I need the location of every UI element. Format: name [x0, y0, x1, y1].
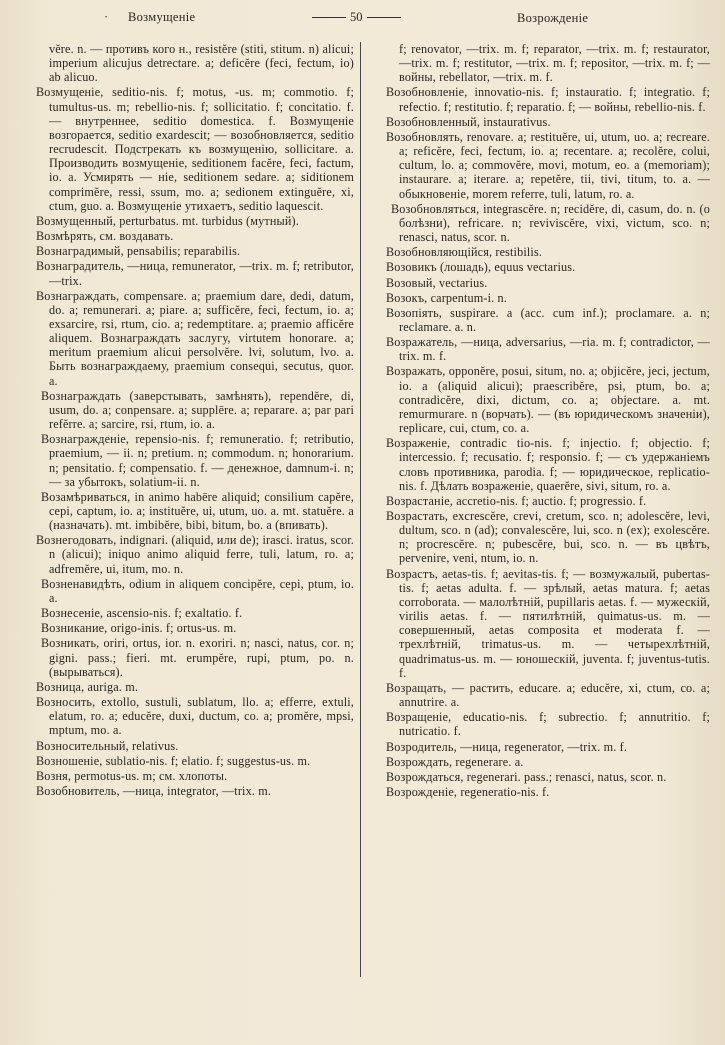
dictionary-entry: Возобновленіе, innovatio-nis. f; instauratio. f; integratio. f; refectio. f; restitutio. f; reparatio. f; — войны, rebellio-nis. f.: [386, 85, 710, 114]
dictionary-entry: Возрастать, excrescĕre, crevi, cretum, sco. n; adolescĕre, levi, dultum, sco. n (ad); convalescĕre, lui, sco. n (ex); exolescĕre. n; procrescĕre. n; pubescĕre, bui, sco. n. — въ цвѣтъ, pervenire, veni, ntum, io. n.: [386, 509, 710, 566]
dictionary-entry: Возращеніе, educatio-nis. f; subrectio. f; annutritio. f; nutricatio. f.: [386, 710, 710, 739]
header-right-guide-word: Возрожденіе: [517, 11, 589, 25]
dictionary-entry: Возненавидѣть, odium in aliquem concipĕre, cepi, ptum, io. a.: [41, 576, 354, 605]
dictionary-entry: Вознаграждать, compensare. a; praemium dare, dedi, datum, do. a; remunerari. a; piare. a; sufficĕre, feci, fectum, io. a; exsarcire, rsi, rtum, cio. a; redemptitare. a; praemio afficĕre aliquem. Вознаграждать заслугу, virtutem honorare. a; meritum praemium alicui persolvĕre. lvi, solutum, lvo. a. Быть вознаграждаему, praemium consequi, secutus, quor. a.: [36, 288, 354, 388]
dictionary-entry: Возношеніе, sublatio-nis. f; elatio. f; suggestus-us. m.: [36, 753, 311, 768]
dictionary-entry: Возникание, origo-inis. f; ortus-us. m.: [41, 621, 237, 636]
page-header: [0, 10, 725, 30]
dictionary-entry: Возмущеніе, seditio-nis. f; motus, -us. m; commotio. f; tumultus-us. m; rebellio-nis. f; sollicitatio. f; concitatio. f. — внутреннее, seditio domestica. f. Возмущеніе возгорается, seditio exardescit; — возобновляется, seditio recrudescit. Подстрекать къ возмущенію, sollicitare. a. Производить возмущеніе, seditionem facĕre, feci, factum, io. a. Усмирять — ніе, seditionem sedare. a; siditionem comprimĕre, ressi, ssum, mo. a; sedionem extinguĕre, xi, ctum, guo. a. Возмущеніе утихаетъ, seditio laquescit.: [36, 85, 354, 213]
dictionary-entry: Возращать, — растить, educare. a; educĕre, xi, ctum, co. a; annutrire. a.: [386, 680, 710, 710]
dictionary-entry: Возрождать, regenerare. a.: [386, 754, 524, 769]
dictionary-entry: Возраженіе, contradic tio-nis. f; injectio. f; objectio. f; intercessio. f; recusatio. f; responsio. f; — съ удержаніемъ словъ противника, parodia. f; — юридическое, replicatio-nis. f. Дѣлать возраженіе, quaerĕre, sivi, situm, ro. a.: [386, 436, 710, 493]
dictionary-entry: Возрастъ, aetas-tis. f; aevitas-tis. f; — возмужалый, pubertas-tis. f; aetas adulta. f. — зрѣлый, aetas matura. f; aetas corroborata. — малолѣтній, pupillaris aetas. f. — мужескій, virilis aetas. f. — пятилѣтній, quimatus-us. m. — совершенный, aetas composita et moderata f. — трехлѣтній, trimatus-us. m. — четырехлѣтній, quadrimatus-us. m. — юношескій, juventa. f; juventus-tutis. f.: [386, 566, 710, 680]
dictionary-entry: Возрожденіе, regeneratio-nis. f.: [386, 784, 550, 799]
dictionary-entry: Возамѣриваться, in animo habēre aliquid; consilium capĕre, cepi, captum, io. a; instituĕre, ui, utum, uo. a. mt. statuĕre. a (назначать). mt. imbibĕre, bibi, bitum, bo. a (впивать).: [41, 489, 354, 533]
dictionary-entry: Возобновитель, —ница, integrator, —trix. m.: [36, 783, 272, 798]
dictionary-entry: Вознаградитель, —ница, remunerator, —trix. m. f; retributor, —trix.: [36, 259, 354, 288]
dictionary-entry: Возрождаться, regenerari. pass.; renasci, natus, scor. n.: [386, 769, 667, 784]
dictionary-entry: Возовый, vectarius.: [386, 275, 488, 290]
dictionary-entry: Возродитель, —ница, regenerator, —trix. m. f.: [386, 739, 628, 754]
dictionary-entry: Возокъ, carpentum-i. n.: [386, 290, 507, 305]
dictionary-entry: vĕre. n. — противъ кого н., resistĕre (stiti, stitum. n) alicui; imperium alicujus detrectare. a; deficĕre (feci, fectum, io) ab alicuo.: [49, 42, 354, 85]
page-number: [312, 10, 401, 25]
dictionary-entry: Возрастаніе, accretio-nis. f; auctio. f; progressio. f.: [386, 493, 647, 508]
dictionary-entry: Возобновлять, renovare. a; restituĕre, ui, utum, uo. a; recreare. a; reficĕre, feci, fectum, io. a; recentare. a; recolĕre, colui, cultum, lo. a; commovĕre, movi, motum, eo. a (memoriam); instaurare. a; iterare. a; repetĕre, tii, tivi, titum, to. a. — обыкновеніе, morem referre, tuli, latum, ro. a.: [386, 129, 710, 201]
header-dot: ·: [104, 10, 109, 24]
right-column: [386, 42, 710, 800]
dictionary-entry: Возобновляться, integrascĕre. n; recidĕre, di, casum, do. n. (о болѣзни), refricare. n; reviviscĕre, vixi, victum, sco. n; renasci, natus, scor. n.: [391, 201, 710, 245]
dictionary-entry: Вознаградимый, pensabilis; reparabilis.: [36, 244, 241, 259]
rule-right: [367, 17, 401, 18]
dictionary-entry: Возобновленный, instaurativus.: [386, 114, 551, 129]
dictionary-entry: Возникать, oriri, ortus, ior. n. exoriri. n; nasci, natus, cor. n; gigni. pass.; fieri. mt. erumpĕre, rupi, ptum, po. n. (вырываться).: [41, 636, 354, 679]
page-number-text: 50: [350, 10, 363, 24]
dictionary-entry: Возобновляющійся, restibilis.: [386, 245, 543, 260]
dictionary-entry: Вознаграждать (заверстывать, замѣнять), rependĕre, di, usum, do. a; conpensare. a; supplēre. a; reparare. a; par pari refĕrre. a; sarcire, rsi, rtum, io. a.: [41, 388, 354, 432]
column-divider: [360, 42, 361, 977]
dictionary-entry: Возница, auriga. m.: [36, 679, 139, 694]
dictionary-entry: Возня, permotus-us. m; см. хлопоты.: [36, 768, 228, 783]
left-column: [36, 42, 354, 799]
rule-left: [312, 17, 346, 18]
dictionary-entry: Вознагражденіе, repensio-nis. f; remuneratio. f; retributio, praemium, — ii. n; pretium. n; commodum. n; honorarium. n; pensitatio. f; compensatio. f. — денежное, damnum-i. n; — за убытокъ, solatium-ii. n.: [41, 432, 354, 489]
dictionary-entry: Возражатель, —ница, adversarius, —ria. m. f; contradictor, —trix. m. f.: [386, 335, 710, 364]
dictionary-entry: Возопіять, suspirare. a (acc. cum inf.); proclamare. a. n; reclamare. a. n.: [386, 305, 710, 334]
dictionary-entry: f; renovator, —trix. m. f; reparator, —trix. m. f; restaurator, —trix. m. f; restitutor, —trix. m. f; repositor, —trix. m. f; — войны, rebellator, —trix. m. f.: [399, 42, 710, 85]
dictionary-entry: Возражать, opponĕre, posui, situm, no. a; objicĕre, jeci, jectum, io. a (aliquid alicui); praescribĕre, psi, ptum, bo. a; contradicĕre, dixi, dictum, co. a; objectare. a. mt. remurmurare. n (ворчать). — (въ юридическомъ значеніи), replicare, cui, ctum, co. a.: [386, 364, 710, 436]
header-left-guide-word: Возмущеніе: [128, 10, 196, 24]
dictionary-entry: Вознесеніе, ascensio-nis. f; exaltatio. f.: [41, 606, 243, 621]
dictionary-entry: Возносительный, relativus.: [36, 738, 179, 753]
dictionary-entry: Возовикъ (лошадь), equus vectarius.: [386, 260, 576, 275]
dictionary-entry: Возносить, extollo, sustuli, sublatum, llo. a; efferre, extuli, elatum, ro. a; educĕre, duxi, ductum, co. a; promĕre, mpsi, mptum, mo. a.: [36, 695, 354, 738]
dictionary-entry: Возмущенный, perturbatus. mt. turbidus (мутный).: [36, 213, 299, 228]
dictionary-entry: Возмѣрять, см. воздавать.: [36, 229, 174, 244]
dictionary-entry: Вознегодовать, indignari. (aliquid, или de); irasci. iratus, scor. n (alicui); iniquo animo aliquid ferre, tuli, latum, ro. a; adfremĕre, ui, itum, mo. n.: [36, 533, 354, 576]
